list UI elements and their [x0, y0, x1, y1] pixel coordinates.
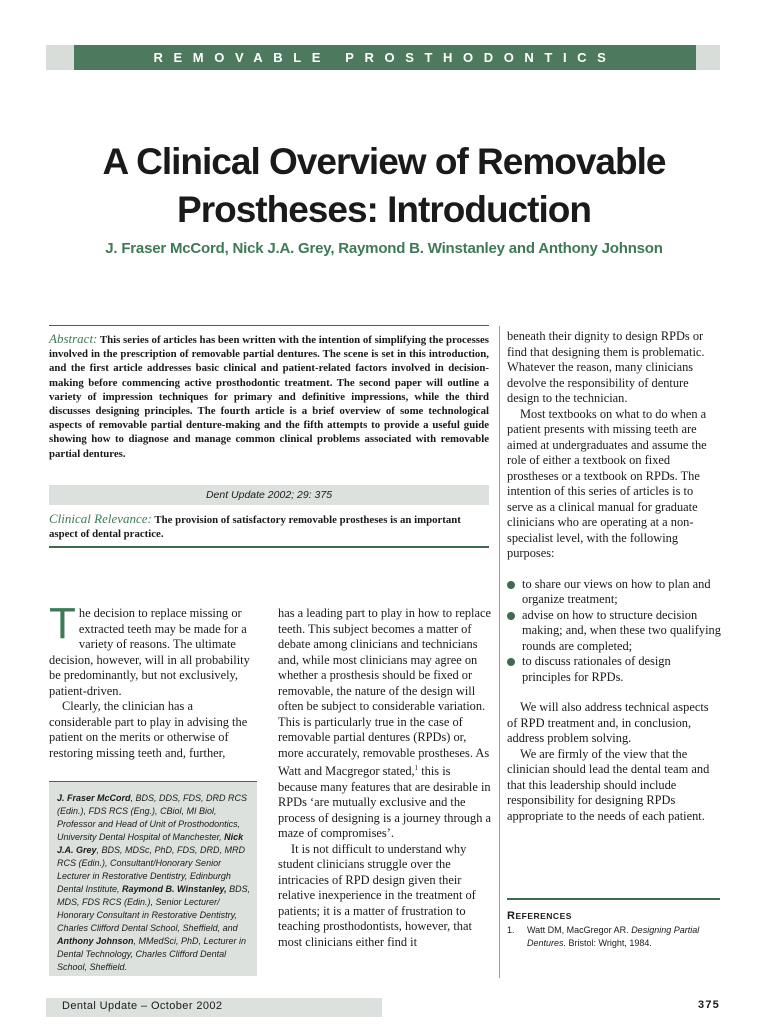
paragraph: beneath their dignity to design RPDs or find that designing them is problematic. Whatever the reason, many clinicians devolve the responsibility of denture design to the technician. [507, 329, 705, 405]
reference-publisher: Bristol: Wright, 1984. [566, 937, 652, 948]
clinical-relevance [49, 512, 489, 541]
list-item [507, 608, 721, 655]
body-column-2 [278, 606, 492, 950]
paragraph: Clearly, the clinician has a considerable part to play in advising the patient on the merits or otherwise of restoring missing teeth and, further, [49, 699, 248, 760]
column-divider [499, 326, 500, 978]
reference-text [527, 924, 721, 949]
page-number: 375 [698, 999, 720, 1011]
bio-author-desc: , MMedSci, PhD, Lecturer in Dental Technology, Charles Clifford Dental School, Sheffield. [57, 936, 247, 972]
title-line-1: A Clinical Overview of Removable [102, 141, 666, 182]
bullet-icon [507, 581, 515, 589]
author-line: J. Fraser McCord, Nick J.A. Grey, Raymond B. Winstanley and Anthony Johnson [105, 240, 663, 257]
bio-author-name: Anthony Johnson [57, 936, 134, 946]
paragraph: It is not difficult to understand why student clinicians struggle over the intricacies of RPD design given their relative inexperience in the treatment of patients; it is a matter of frustration to teaching prosthodontists, however, that most clinicians either find it [278, 841, 476, 949]
references-heading [507, 910, 572, 922]
title-line-2: Prostheses: Introduction [177, 189, 591, 230]
article-title [0, 138, 768, 234]
abstract-text: This series of articles has been written with the intention of simplifying the processes involved in the prescription of removable partial dentures. The scene is set in this introduction, and the first article addresses basic clinical and patient-related factors involved in decision-making before commencing active prosthodontic treatment. The second paper will outline a variety of impression techniques for primary and definitive impressions, while the third discusses designing principles. The fourth article is a brief overview of some technological aspects of removable partial denture-making and the fifth attempts to provide a useful guide showing how to diagnose and manage common clinical problems associated with removable partial dentures. [49, 334, 489, 460]
reference-authors: Watt DM, MacGregor AR. [527, 925, 632, 935]
relevance-label: Clinical Relevance: [49, 511, 152, 526]
relevance-text: The provision of satisfactory removable prostheses is an important aspect of dental practice. [49, 514, 461, 541]
citation-superscript: 1 [414, 764, 419, 772]
section-label: REMOVABLE PROSTHODONTICS [153, 50, 617, 65]
paragraph-text: this is because many features that are desirable in RPDs ‘are mutually exclusive and the process of designing is a journey through a maze of compromises’. [278, 764, 492, 841]
section-banner [46, 45, 720, 70]
abstract-bottom-rule [49, 546, 489, 548]
abstract-label: Abstract: [49, 331, 98, 346]
paragraph: Most textbooks on what to do when a patient presents with missing teeth are aimed at undergraduates and assume the role of either a textbook on fixed prostheses or a textbook on RPDs. The intention of this series of articles is to serve as a clinical manual for graduate clinicians who are operating at a non-specialist level, with the following purposes: [507, 406, 707, 560]
paragraph: he decision to replace missing or extracted teeth may be made for a variety of reasons. The ultimate decision, however, will in all probability be predominantly, but not exclusively, patient-driven. [49, 606, 250, 698]
paragraph: We are firmly of the view that the clinician should lead the dental team and that this leadership should include responsibility for designing RPDs appropriate to the needs of each patient. [507, 746, 710, 823]
drop-cap: T [49, 599, 76, 648]
reference-title: Designing Partial Dentures. [527, 925, 700, 948]
author-bio-box [49, 782, 257, 976]
reference-number: 1. [507, 925, 515, 935]
footer-journal: Dental Update – October 2002 [62, 1000, 223, 1012]
references-heading-initial: R [507, 910, 516, 922]
citation-bar: Dent Update 2002; 29: 375 [49, 485, 489, 505]
reference-list [507, 924, 721, 949]
bio-author-name: Raymond B. Winstanley, [122, 884, 227, 894]
body-column-3 [507, 329, 721, 824]
purpose-list [507, 577, 721, 686]
list-item [507, 654, 721, 685]
bullet-icon [507, 612, 515, 620]
body-column-1 [49, 599, 257, 761]
references-rule [507, 898, 720, 900]
abstract-top-rule [49, 325, 489, 326]
paragraph-text: has a leading part to play in how to replace teeth. This subject becomes a matter of debate among clinicians and technicians and, while most clinicians may agree on whether a prosthesis should be fixed or removable, the nature of the design will often be subject to considerable variation. This is particularly true in the case of removable partial dentures (RPDs) or, more accurately, removable prostheses. As Watt and Macgregor stated, [278, 606, 491, 779]
list-item-text: to share our views on how to plan and organize treatment; [522, 576, 711, 606]
bio-author-desc: BDS, MDS, FDS RCS (Edin.), Senior Lecturer/ Honorary Consultant in Restorative Dentistry, Charles Clifford Dental School, Sheffield, and [57, 884, 251, 933]
list-item-text: to discuss rationales of design principles for RPDs. [522, 654, 671, 684]
paragraph [278, 606, 492, 842]
bio-author-name: J. Fraser McCord [57, 793, 131, 803]
paragraph: We will also address technical aspects of RPD treatment and, in conclusion, address problem solving. [507, 700, 709, 745]
bio-author-desc: , BDS, MDSc, PhD, FDS, DRD, MRD RCS (Edin.), Consultant/Honorary Senior Lecturer in Restorative Dentistry, Edinburgh Dental Institute, [57, 845, 246, 894]
list-item [507, 577, 721, 608]
abstract [49, 332, 489, 461]
bio-author-name: Nick J.A. Grey [57, 832, 244, 855]
references-heading-rest: EFERENCES [515, 911, 572, 921]
reference-item [507, 924, 721, 949]
bio-author-desc: , BDS, DDS, FDS, DRD RCS (Edin.), FDS RCS (Eng.), CBiol, MI Biol, Professor and Head of Unit of Prosthodontics, University Dental Hospital of Manchester, [57, 793, 248, 842]
list-item-text: advise on how to structure decision making; and, when these two qualifying rounds are completed; [522, 607, 721, 653]
bullet-icon [507, 658, 515, 666]
section-banner-band [74, 45, 696, 70]
